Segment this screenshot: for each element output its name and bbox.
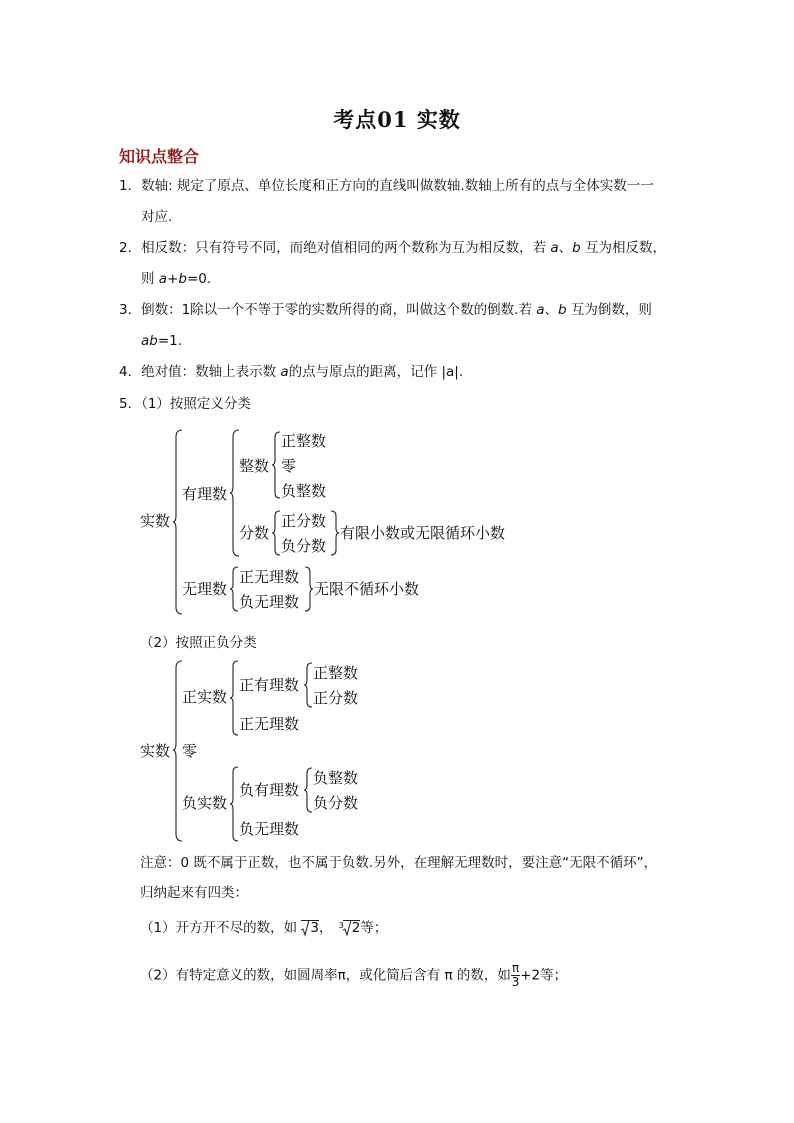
tree2-zero: 零 (182, 742, 198, 760)
item-5 (119, 394, 251, 414)
item-3 (119, 300, 652, 320)
tree2-positive-irrational: 正无理数 (239, 715, 300, 733)
tree1-rational: 有理数 (182, 485, 228, 503)
separator: 、 (558, 240, 573, 256)
text: ， (318, 920, 333, 936)
tree1-zero: 零 (281, 457, 297, 475)
tree2-negative-real: 负实数 (182, 794, 228, 812)
item-text: 倒数：1除以一个不等于零的实数所得的商，叫做这个数的倒数.若 (141, 302, 537, 318)
tree2-negative-real-brace (229, 766, 239, 842)
item-text: （1）按照定义分类 (141, 396, 251, 412)
tree1-positive-fraction: 正分数 (281, 512, 327, 530)
text: =0. (186, 271, 212, 287)
text: （2）有特定意义的数，如圆周率π，或化简后含有 π 的数，如 (140, 967, 511, 984)
expression: a+b (158, 271, 187, 287)
tree1-integer-brace (271, 431, 281, 499)
tree2-positive-real-brace (229, 660, 239, 736)
tree1-integer: 整数 (239, 457, 270, 475)
item-number: 2． (119, 240, 142, 256)
page-title: 考点01 实数 (333, 107, 461, 132)
tree1-irrational-brace (229, 566, 239, 612)
tree1-negative-fraction: 负分数 (281, 537, 327, 555)
expression: ab (141, 333, 158, 349)
tree1-positive-integer: 正整数 (281, 432, 327, 450)
note-point-1 (140, 918, 387, 938)
note-point-2 (140, 962, 567, 989)
note-line-2: 归纳起来有四类： (140, 885, 248, 901)
item-4 (119, 362, 463, 382)
radical-sign-icon (301, 920, 310, 937)
tree1-negative-irrational: 负无理数 (239, 593, 300, 611)
var-b: b (572, 240, 581, 256)
tree2-negative-rational: 负有理数 (239, 781, 300, 799)
var-a: a (280, 364, 289, 380)
item-number: 1． (119, 178, 142, 194)
item-text-end: 互为相反数， (580, 240, 667, 256)
separator: 、 (544, 302, 559, 318)
tree2-root: 实数 (140, 742, 171, 760)
text: 等； (360, 920, 388, 936)
item-text: 的点与原点的距离，记作 (288, 364, 442, 380)
radicand: 3 (310, 920, 319, 936)
item-text: 数轴: 规定了原点、单位长度和正方向的直线叫做数轴.数轴上所有的点与全体实数一一 (141, 178, 654, 194)
tree1-fraction-brace (271, 510, 281, 556)
subheading-2: （2）按照正负分类 (140, 635, 257, 651)
text: 等； (540, 967, 568, 984)
tree2-negative-integer: 负整数 (313, 769, 359, 787)
cube-root-2 (338, 920, 361, 936)
tree1-irrational-close-brace (304, 566, 314, 612)
plus-term: +2 (520, 967, 541, 984)
item-text-end: 互为倒数，则 (566, 302, 652, 318)
tree1-fraction: 分数 (239, 524, 270, 542)
section-heading: 知识点整合 (119, 147, 200, 166)
radical-sign-icon (343, 920, 352, 937)
item-1-continued: 对应. (141, 209, 173, 225)
tree2-positive-rational-brace (303, 662, 313, 708)
item-number: 3． (119, 302, 142, 318)
text: 则 (141, 271, 159, 287)
item-1 (119, 176, 654, 196)
square-root-3 (301, 920, 319, 935)
item-number: 4． (119, 364, 142, 380)
var-a: a (550, 240, 559, 256)
item-text: 绝对值：数轴上表示数 (141, 364, 281, 380)
item-2-continued (141, 269, 211, 289)
fraction-pi-over-3 (511, 962, 520, 989)
text: （1）开方开不尽的数，如 (140, 920, 298, 936)
tree2-positive-integer: 正整数 (313, 664, 359, 682)
var-b: b (558, 302, 567, 318)
item-number: 5． (119, 396, 142, 412)
absolute-value: |a|. (441, 364, 464, 380)
tree2-negative-rational-brace (303, 767, 313, 813)
tree2-positive-real: 正实数 (182, 688, 228, 706)
tree2-negative-irrational: 负无理数 (239, 820, 300, 838)
tree1-irrational-note: 无限不循环小数 (314, 580, 420, 598)
item-3-continued (141, 331, 182, 351)
item-text: 相反数：只有符号不同，而绝对值相同的两个数称为互为相反数，若 (141, 240, 551, 256)
root-index: 3 (338, 921, 344, 930)
denominator: 3 (511, 975, 520, 989)
text: =1. (157, 333, 183, 349)
note-line-1: 注意：0 既不属于正数，也不属于负数.另外，在理解无理数时，要注意“无限不循环”， (140, 855, 658, 871)
tree2-positive-fraction: 正分数 (313, 689, 359, 707)
radicand: 2 (351, 920, 361, 936)
tree1-negative-integer: 负整数 (281, 482, 327, 500)
tree2-negative-fraction: 负分数 (313, 794, 359, 812)
tree1-root: 实数 (140, 512, 171, 530)
tree2-positive-rational: 正有理数 (239, 676, 300, 694)
var-a: a (536, 302, 545, 318)
numerator: π (511, 961, 520, 975)
item-2 (119, 238, 666, 258)
tree1-fraction-note: 有限小数或无限循环小数 (340, 524, 506, 542)
tree1-irrational: 无理数 (182, 580, 228, 598)
tree1-fraction-close-brace (330, 510, 340, 556)
tree1-positive-irrational: 正无理数 (239, 568, 300, 586)
